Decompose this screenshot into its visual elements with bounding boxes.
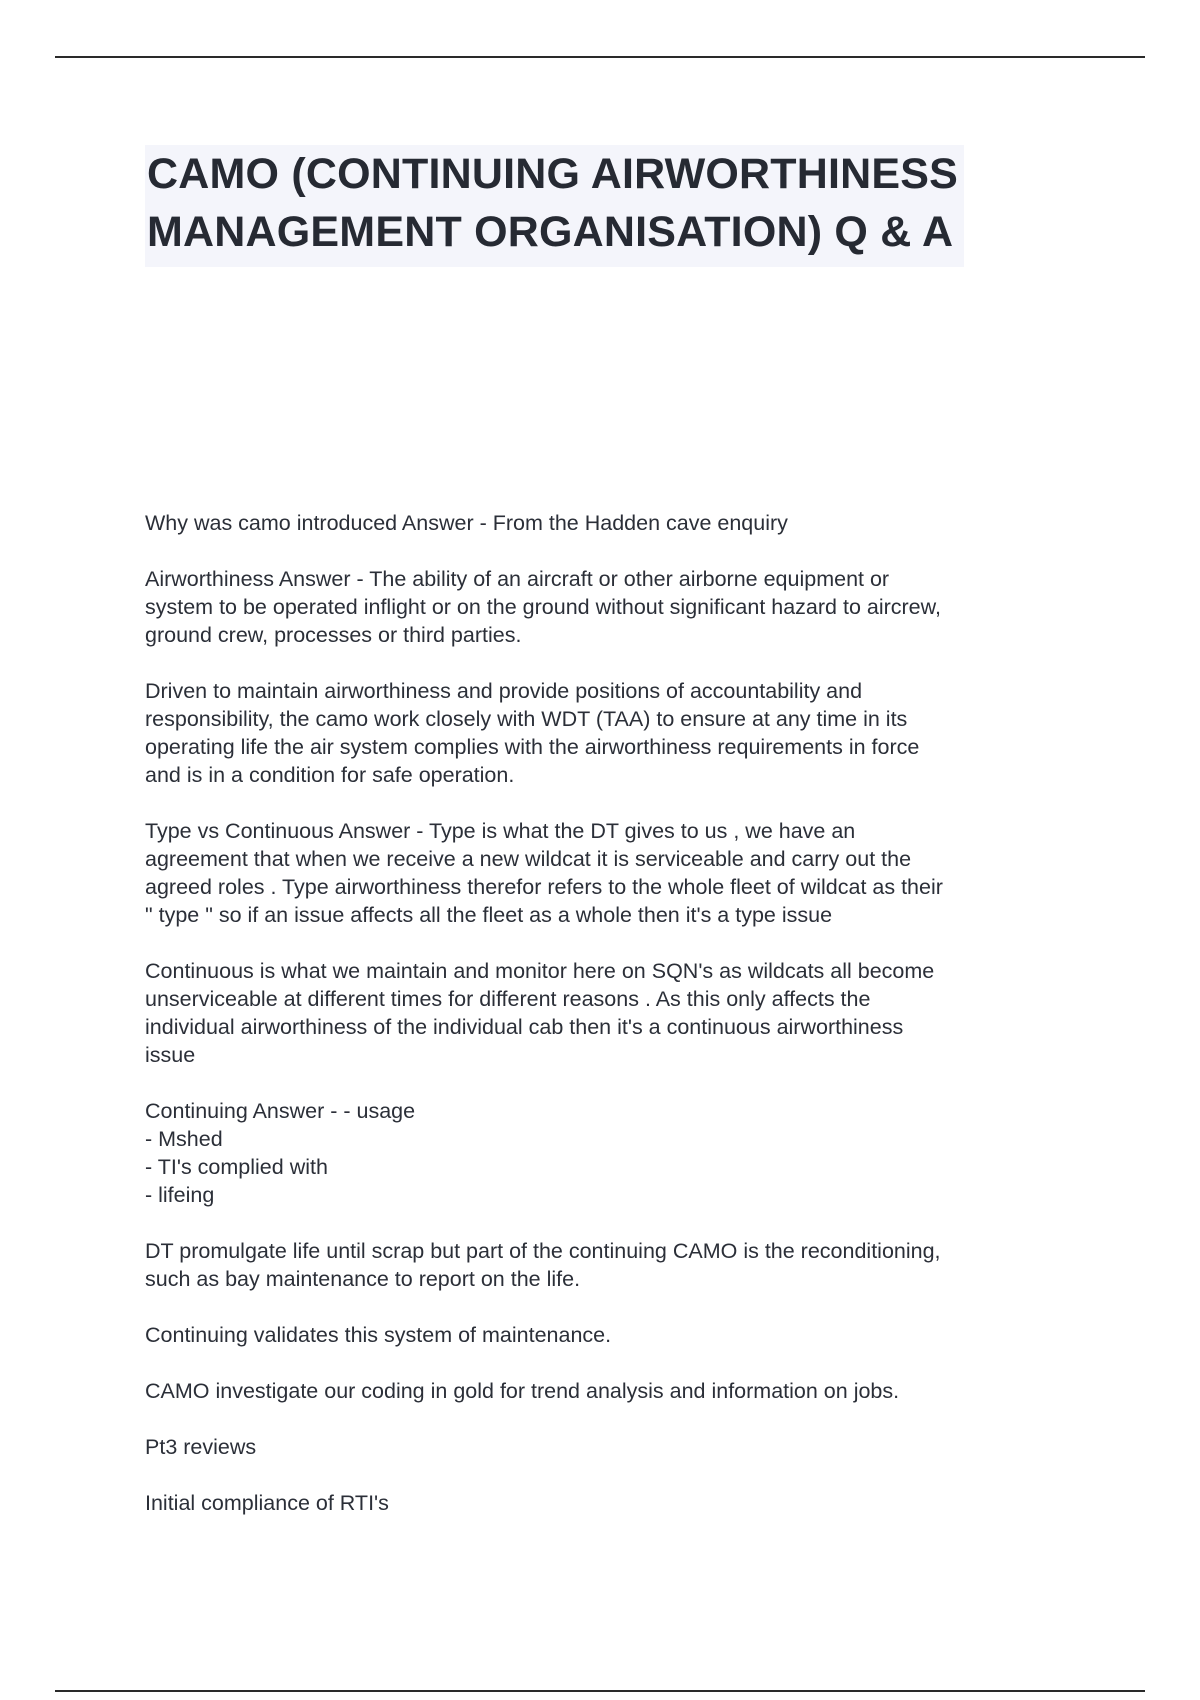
qa-item-dt-promulgate bbox=[145, 1237, 1065, 1293]
header-rule bbox=[55, 56, 1145, 58]
text-line: Why was camo introduced Answer - From the Hadden cave enquiry bbox=[145, 511, 788, 535]
qa-item-why-camo bbox=[145, 509, 1065, 537]
text-line: DT promulgate life until scrap but part of the continuing CAMO is the reconditioning, bbox=[145, 1239, 941, 1263]
text-line: Driven to maintain airworthiness and provide positions of accountability and bbox=[145, 679, 863, 703]
qa-item-airworthiness bbox=[145, 565, 1065, 649]
text-line: Type vs Continuous Answer - Type is what the DT gives to us , we have an bbox=[145, 819, 856, 843]
qa-item-continuing-validates bbox=[145, 1321, 1065, 1349]
list-line: - Mshed bbox=[145, 1127, 223, 1151]
qa-item-continuing bbox=[145, 1097, 1065, 1209]
qa-item-type-vs-continuous bbox=[145, 817, 1065, 929]
text-line: responsibility, the camo work closely with WDT (TAA) to ensure at any time in its bbox=[145, 707, 908, 731]
text-line: unserviceable at different times for different reasons . As this only affects the bbox=[145, 987, 871, 1011]
text-line: such as bay maintenance to report on the life. bbox=[145, 1267, 581, 1291]
text-line: agreed roles . Type airworthiness therefor refers to the whole fleet of wildcat as their bbox=[145, 875, 943, 899]
text-line: Pt3 reviews bbox=[145, 1435, 257, 1459]
footer-rule bbox=[55, 1690, 1145, 1692]
text-line: agreement that when we receive a new wildcat it is serviceable and carry out the bbox=[145, 847, 912, 871]
text-line: Continuing validates this system of maintenance. bbox=[145, 1323, 612, 1347]
qa-item-initial-compliance bbox=[145, 1489, 1065, 1517]
document-title bbox=[145, 145, 964, 267]
text-line: system to be operated inflight or on the ground without significant hazard to aircrew, bbox=[145, 595, 941, 619]
text-line: ground crew, processes or third parties. bbox=[145, 623, 522, 647]
text-line: and is in a condition for safe operation. bbox=[145, 763, 515, 787]
list-line: - TI's complied with bbox=[145, 1155, 328, 1179]
text-line: Continuing Answer - - usage bbox=[145, 1099, 416, 1123]
text-line: Initial compliance of RTI's bbox=[145, 1491, 389, 1515]
text-line: Continuous is what we maintain and monitor here on SQN's as wildcats all become bbox=[145, 959, 935, 983]
list-line: - lifeing bbox=[145, 1183, 215, 1207]
text-line: operating life the air system complies with the airworthiness requirements in force bbox=[145, 735, 920, 759]
qa-list bbox=[145, 509, 1065, 1517]
text-line: issue bbox=[145, 1043, 196, 1067]
title-line: MANAGEMENT ORGANISATION) Q & A bbox=[147, 208, 954, 256]
text-line: CAMO investigate our coding in gold for trend analysis and information on jobs. bbox=[145, 1379, 900, 1403]
qa-item-driven bbox=[145, 677, 1065, 789]
text-line: " type " so if an issue affects all the fleet as a whole then it's a type issue bbox=[145, 903, 833, 927]
qa-item-pt3-reviews bbox=[145, 1433, 1065, 1461]
qa-item-continuous bbox=[145, 957, 1065, 1069]
text-line: individual airworthiness of the individual cab then it's a continuous airworthiness bbox=[145, 1015, 904, 1039]
qa-item-camo-investigate bbox=[145, 1377, 1065, 1405]
title-line: CAMO (CONTINUING AIRWORTHINESS bbox=[147, 150, 959, 198]
text-line: Airworthiness Answer - The ability of an aircraft or other airborne equipment or bbox=[145, 567, 890, 591]
document-body bbox=[145, 145, 1065, 1545]
